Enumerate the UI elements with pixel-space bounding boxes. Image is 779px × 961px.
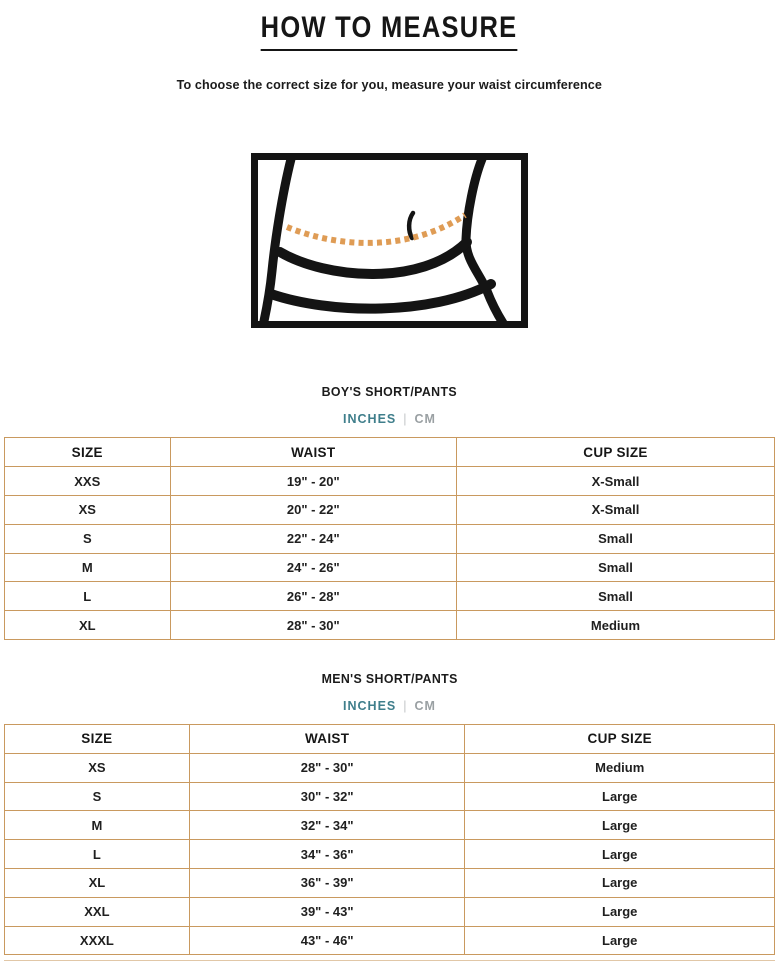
cell: 36" - 39" xyxy=(189,868,465,897)
section-mens xyxy=(0,662,779,955)
cell: 34" - 36" xyxy=(189,840,465,869)
column-header: WAIST xyxy=(170,438,456,467)
cell: Large xyxy=(465,811,775,840)
page-title-row xyxy=(0,8,779,51)
table-row xyxy=(5,868,775,897)
cell: Small xyxy=(456,524,774,553)
unit-cm-link[interactable]: CM xyxy=(414,698,436,713)
cell: XS xyxy=(5,753,190,782)
cell: Medium xyxy=(456,611,774,640)
cell: Large xyxy=(465,840,775,869)
cell: 43" - 46" xyxy=(189,926,465,955)
table-row xyxy=(5,840,775,869)
section-mens-title-row xyxy=(0,662,779,690)
section-boys-title-row xyxy=(0,375,779,403)
cell: Large xyxy=(465,897,775,926)
column-header: SIZE xyxy=(5,438,171,467)
page-subtitle-row xyxy=(0,76,779,94)
table-row xyxy=(5,926,775,955)
table-row xyxy=(5,524,775,553)
mens-size-table xyxy=(4,724,775,955)
column-header: SIZE xyxy=(5,724,190,753)
waist-measurement-diagram xyxy=(251,153,528,328)
cell: XS xyxy=(5,495,171,524)
table-row xyxy=(5,753,775,782)
cell: 22" - 24" xyxy=(170,524,456,553)
cell: 32" - 34" xyxy=(189,811,465,840)
table-row xyxy=(5,495,775,524)
cell: 30" - 32" xyxy=(189,782,465,811)
cell: 28" - 30" xyxy=(170,611,456,640)
cell: L xyxy=(5,582,171,611)
section-boys xyxy=(0,375,779,640)
page-subtitle: To choose the correct size for you, measure your waist circumference xyxy=(176,77,603,93)
section-title: MEN'S SHORT/PANTS xyxy=(321,670,458,686)
cell: M xyxy=(5,553,171,582)
cell: 26" - 28" xyxy=(170,582,456,611)
cell: S xyxy=(5,524,171,553)
cell: XXXL xyxy=(5,926,190,955)
cell: Small xyxy=(456,582,774,611)
cell: 20" - 22" xyxy=(170,495,456,524)
unit-toggle xyxy=(0,699,779,713)
cell: X-Small xyxy=(456,467,774,496)
cell: X-Small xyxy=(456,495,774,524)
table-row xyxy=(5,553,775,582)
unit-separator: | xyxy=(403,412,408,427)
cell: S xyxy=(5,782,190,811)
cell: L xyxy=(5,840,190,869)
boys-size-table xyxy=(4,437,775,640)
waist-illustration xyxy=(251,153,528,328)
column-header: CUP SIZE xyxy=(456,438,774,467)
cell: 39" - 43" xyxy=(189,897,465,926)
header-row xyxy=(5,438,775,467)
unit-cm-link[interactable]: CM xyxy=(414,412,436,427)
table-row xyxy=(5,782,775,811)
unit-toggle xyxy=(0,412,779,426)
table-row xyxy=(5,611,775,640)
cell: XXS xyxy=(5,467,171,496)
table-row xyxy=(5,897,775,926)
cell: Small xyxy=(456,553,774,582)
unit-inches-link[interactable]: INCHES xyxy=(343,412,397,427)
table-row xyxy=(5,467,775,496)
column-header: CUP SIZE xyxy=(465,724,775,753)
cell: XL xyxy=(5,868,190,897)
table-row xyxy=(5,811,775,840)
cell: Medium xyxy=(465,753,775,782)
unit-inches-link[interactable]: INCHES xyxy=(343,698,397,713)
column-header: WAIST xyxy=(189,724,465,753)
table-row xyxy=(5,582,775,611)
cell: Large xyxy=(465,926,775,955)
page-title: HOW TO MEASURE xyxy=(261,12,518,51)
cell: 24" - 26" xyxy=(170,553,456,582)
unit-separator: | xyxy=(403,698,408,713)
cell: Large xyxy=(465,782,775,811)
cell: 28" - 30" xyxy=(189,753,465,782)
cell: 19" - 20" xyxy=(170,467,456,496)
cell: XL xyxy=(5,611,171,640)
cell: XXL xyxy=(5,897,190,926)
cell: Large xyxy=(465,868,775,897)
header-row xyxy=(5,724,775,753)
section-title: BOY'S SHORT/PANTS xyxy=(321,384,458,400)
cell: M xyxy=(5,811,190,840)
